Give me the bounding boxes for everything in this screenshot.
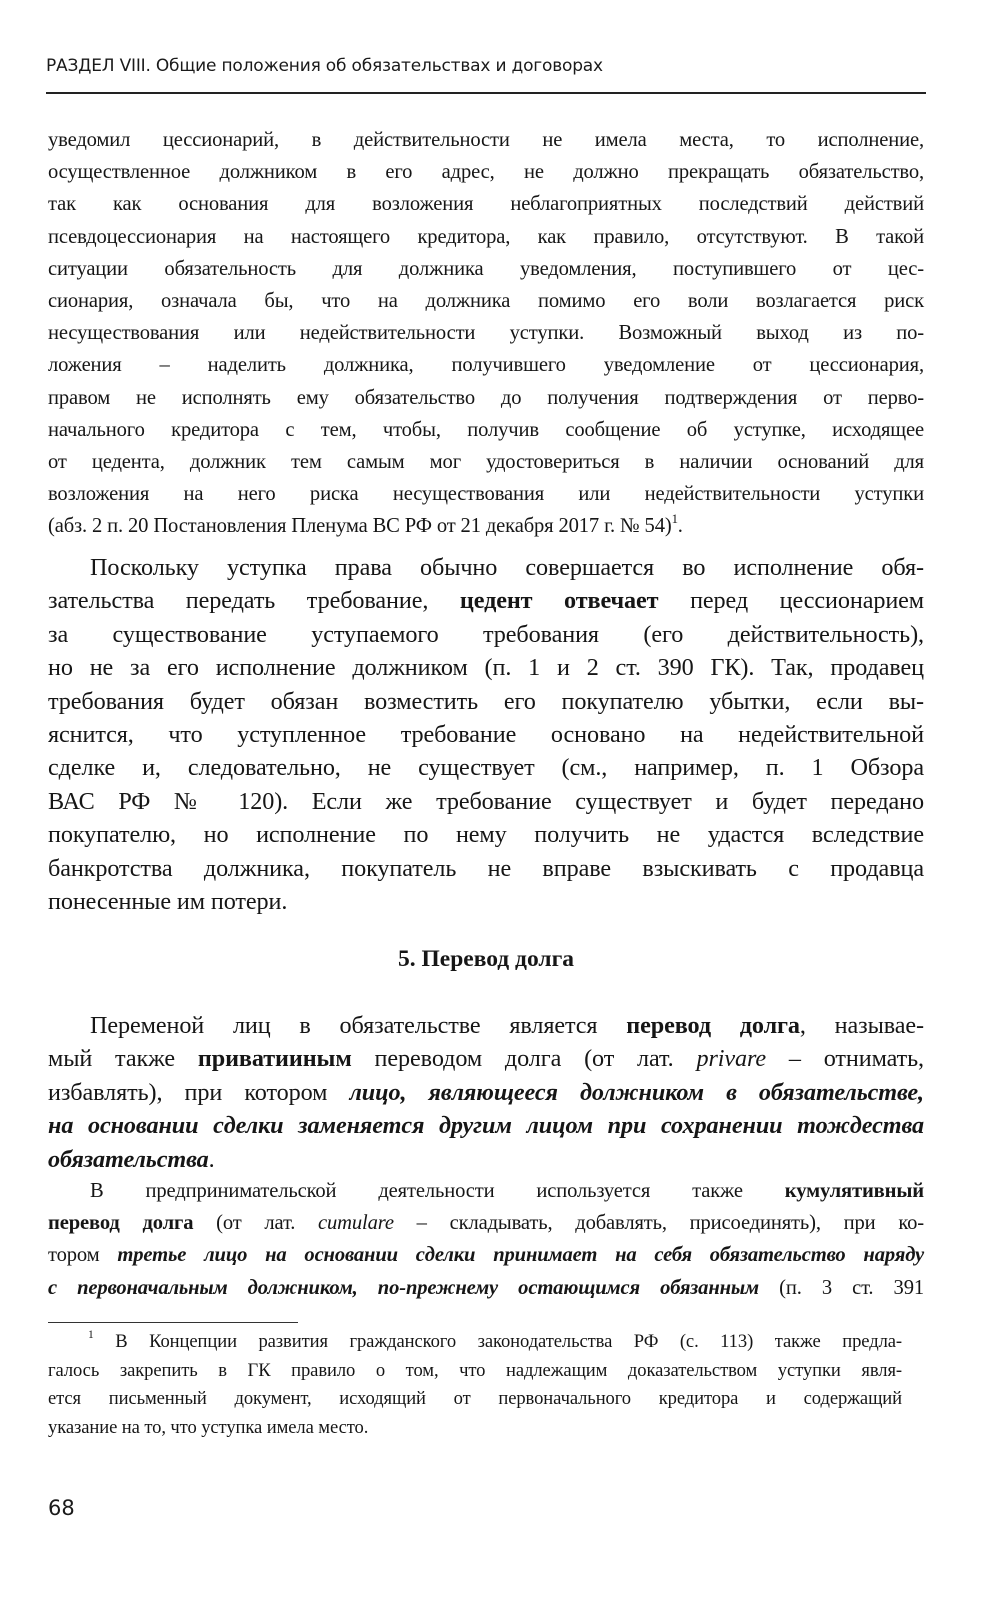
section-heading: 5. Перевод долга	[397, 946, 574, 972]
text-line: покупателю, но исполнение по нему получить не удастся вследствие	[48, 821, 924, 849]
text-line-last	[48, 510, 924, 542]
page-number: 68	[48, 1496, 75, 1520]
bold-term: перевод долга	[626, 1012, 800, 1039]
footnote-line: ется письменный документ, исходящий от первоначального кредитора и содержащий	[48, 1388, 902, 1410]
latin-term: privare	[696, 1045, 767, 1073]
footnote-number: 1	[88, 1329, 94, 1342]
period: .	[208, 1145, 215, 1173]
header-rule	[46, 92, 926, 94]
period: .	[677, 515, 683, 538]
text-run: перед цессионарием	[658, 587, 925, 615]
text-run: мый также	[48, 1045, 198, 1073]
text-line	[48, 1009, 924, 1042]
text-run: избавлять), при котором	[48, 1078, 350, 1106]
text-line	[48, 584, 924, 617]
bold-term: перевод долга	[48, 1212, 194, 1235]
text-line: возложения на него риска несуществования или недействительности уступки	[48, 483, 924, 506]
text-line: несуществования или недействительности уступки. Возможный выход из по-	[48, 322, 924, 345]
text-line: банкротства должника, покупатель не вправе взыскивать с продавца	[48, 854, 924, 882]
text-line: Поскольку уступка права обычно совершается во исполнение обя-	[90, 554, 924, 581]
text-run: Переменой лиц в обязательстве является	[90, 1012, 627, 1039]
text-line: сделке и, следовательно, не существует (см., например, п. 1 Обзора	[48, 754, 924, 782]
text-run: тором	[48, 1244, 118, 1267]
bold-italic-definition: лицо, являющееся должником в обязательстве,	[349, 1078, 924, 1106]
text-line: от цедента, должник тем самым мог удостовериться в наличии оснований для	[48, 451, 924, 474]
text-line: яснится, что уступленное требование основано на недействительной	[48, 721, 924, 749]
bold-italic-definition: с первоначальным должником, по-прежнему остающимся обязанным	[48, 1276, 759, 1299]
text-line	[48, 1239, 924, 1271]
text-line	[48, 1272, 924, 1304]
text-run: В предпринимательской деятельности используется также	[90, 1180, 785, 1202]
footnote-line-last: указание на то, что уступка имела место.	[48, 1416, 369, 1438]
bold-term: приватииным	[197, 1045, 352, 1073]
bold-italic-definition: обязательства	[48, 1145, 209, 1173]
text-line: сионария, означала бы, что на должника помимо его воли возлагается риск	[48, 290, 924, 313]
text-line: уведомил цессионарий, в действительности не имела места, то исполнение,	[48, 129, 924, 151]
bold-term: кумулятивный	[784, 1180, 924, 1202]
text-line-last: понесенные им потери.	[48, 888, 288, 916]
text-line: псевдоцессионария на настоящего кредитора, как правило, отсутствуют. В такой	[48, 225, 924, 248]
paragraph-cumulative-transfer	[48, 1175, 924, 1304]
text-line: осуществленное должником в его адрес, не должно прекращать обязательство,	[48, 161, 924, 184]
text-line	[48, 1042, 924, 1075]
text-run: – отнимать,	[766, 1045, 924, 1073]
text-run: В Концепции развития гражданского законодательства РФ (с. 113) также предла-	[115, 1331, 902, 1352]
text-line	[48, 1175, 924, 1207]
text-line: начального кредитора с тем, чтобы, получив сообщение об уступке, исходящее	[48, 418, 924, 441]
text-run: переводом долга (от лат.	[351, 1045, 697, 1073]
text-run: (от лат.	[193, 1212, 319, 1235]
paragraph-debt-transfer	[48, 1009, 924, 1176]
text-line	[48, 1207, 924, 1239]
latin-term: cumulare	[318, 1212, 394, 1235]
footnote-rule	[48, 1322, 298, 1323]
text-run: , называе-	[799, 1012, 924, 1039]
bold-term: цедент отвечает	[459, 587, 659, 615]
text-run: зательства передать требование,	[48, 587, 460, 615]
text-line-last	[48, 1143, 924, 1176]
paragraph-cedent-liability	[48, 551, 924, 918]
text-line: за существование уступаемого требования (его действительность),	[48, 620, 924, 648]
text-line: требования будет обязан возместить его покупателю убытки, если вы-	[48, 687, 924, 715]
running-head: РАЗДЕЛ VIII. Общие положения об обязательствах и договорах	[46, 56, 603, 76]
text-line: так как основания для возложения неблагоприятных последствий действий	[48, 193, 924, 216]
footnote-line: галось закрепить в ГК правило о том, что надлежащим доказательством уступки явля-	[48, 1359, 902, 1381]
citation-text: (абз. 2 п. 20 Постановления Пленума ВС РФ от 21 декабря 2017 г. № 54)	[48, 515, 672, 538]
text-run: (п. 3 ст. 391	[758, 1276, 924, 1299]
footnote-line	[48, 1328, 902, 1357]
text-line	[48, 1076, 924, 1109]
text-line: ложения – наделить должника, получившего уведомление от цессионария,	[48, 354, 924, 377]
footnote	[48, 1328, 902, 1442]
text-line: на основании сделки заменяется другим лицом при сохранении тождества	[48, 1112, 924, 1140]
text-line: но не за его исполнение должником (п. 1 и 2 ст. 390 ГК). Так, продавец	[48, 654, 924, 682]
text-line: ВАС РФ № 120). Если же требование существует и будет передано	[48, 787, 924, 815]
text-line: ситуации обязательность для должника уведомления, поступившего от цес-	[48, 257, 924, 280]
bold-italic-definition: третье лицо на основании сделки принимает на себя обязательство наряду	[117, 1244, 924, 1267]
text-run: – складывать, добавлять, присоединять), при ко-	[393, 1212, 924, 1235]
text-line: правом не исполнять ему обязательство до получения подтверждения от перво-	[48, 386, 924, 409]
footnote-ref[interactable]: 1	[671, 511, 678, 526]
paragraph-continued	[48, 124, 924, 543]
